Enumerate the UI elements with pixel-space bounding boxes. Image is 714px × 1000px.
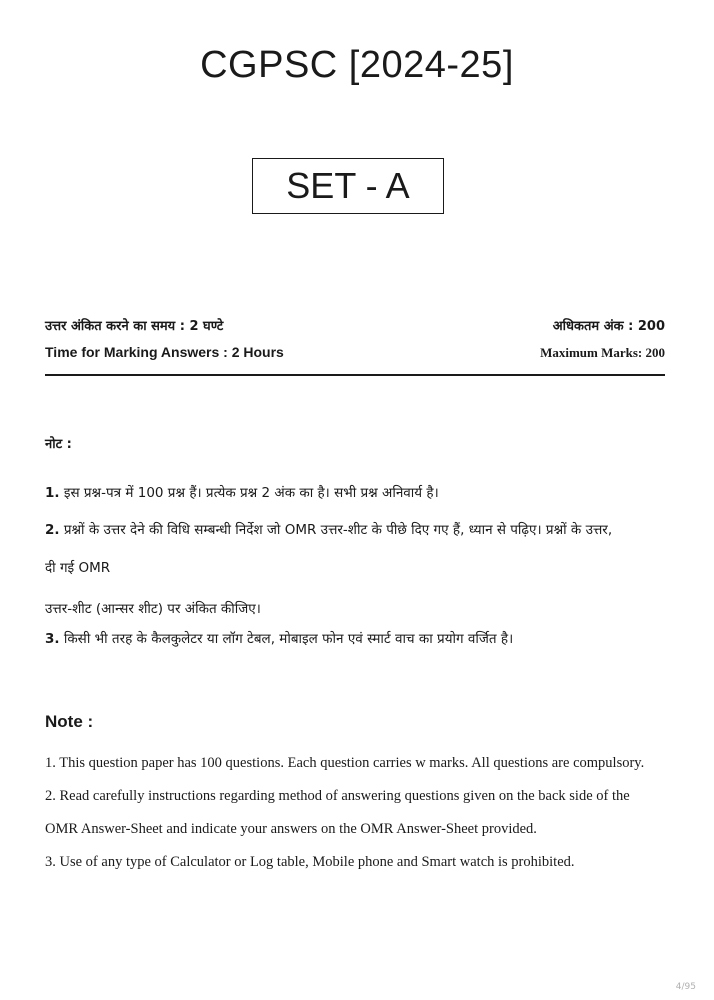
english-note-line: 1. This question paper has 100 questions. Each question carries w marks. All questions are compulsory. (45, 755, 645, 771)
item-number: 1. (45, 485, 60, 501)
item-number: 2. (45, 522, 60, 538)
page-number: 4/95 (675, 982, 696, 992)
exam-title: CGPSC [2024-25] (200, 44, 514, 86)
item-text: उत्तर-शीट (आन्सर शीट) पर अंकित कीजिए। (45, 601, 261, 617)
item-text: इस प्रश्न-पत्र में 100 प्रश्न हैं। प्रत्येक प्रश्न 2 अंक का है। सभी प्रश्न अनिवार्य है। (59, 485, 439, 501)
hindi-max-marks: अधिकतम अंक : 200 (552, 319, 665, 334)
hindi-note-item (45, 558, 670, 576)
english-time-label: Time for Marking Answers : 2 Hours (45, 344, 284, 360)
hindi-note-item (45, 599, 670, 617)
hindi-note-item (45, 483, 670, 501)
set-label-box: SET - A (252, 158, 444, 214)
english-time-row (45, 344, 665, 361)
header-divider (45, 374, 665, 376)
item-number: 3. (45, 631, 60, 647)
hindi-note-item (45, 629, 670, 647)
english-max-marks: Maximum Marks: 200 (540, 345, 665, 360)
hindi-time-row (45, 316, 665, 334)
hindi-time-label: उत्तर अंकित करने का समय : 2 घण्टे (45, 319, 224, 334)
hindi-note-item (45, 520, 670, 538)
item-text: किसी भी तरह के कैलकुलेटर या लॉग टेबल, मोबाइल फोन एवं स्मार्ट वाच का प्रयोग वर्जित है। (59, 631, 514, 647)
english-note-line: 3. Use of any type of Calculator or Log table, Mobile phone and Smart watch is prohibited. (45, 854, 575, 870)
item-text: दी गई OMR (45, 560, 111, 576)
english-note-line: 2. Read carefully instructions regarding method of answering questions given on the back side of the (45, 788, 630, 804)
english-note-heading: Note : (45, 712, 94, 731)
english-note-line: OMR Answer-Sheet and indicate your answers on the OMR Answer-Sheet provided. (45, 821, 537, 837)
item-text: प्रश्नों के उत्तर देने की विधि सम्बन्धी निर्देश जो OMR उत्तर-शीट के पीछे दिए गए हैं, ध्यान से पढ़िए। प्रश्नों के उत्तर, (59, 522, 613, 538)
hindi-note-heading: नोट : (45, 437, 72, 452)
